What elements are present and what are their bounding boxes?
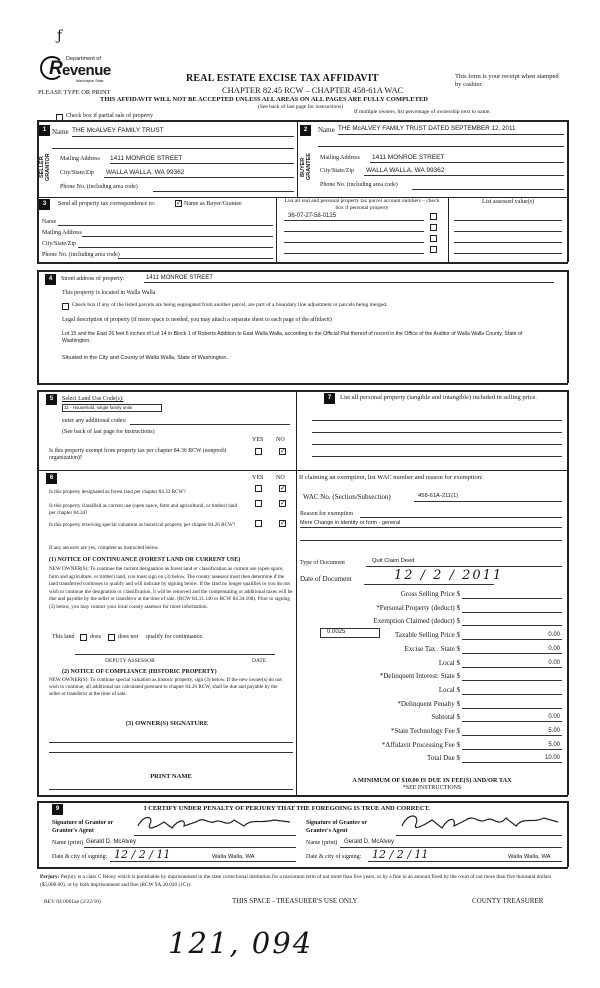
s5-no-header: NO	[276, 437, 285, 443]
tax-row-value[interactable]: 0.00	[548, 659, 560, 666]
grantee-signature-label: Signature of Grantee or Grantee's Agent	[306, 820, 367, 834]
grantor-name-value[interactable]: Gerald D. McAlvey	[86, 839, 137, 845]
tax-row-line	[462, 762, 562, 763]
tax-row-line	[462, 680, 562, 681]
tax-row-value[interactable]: 0.00	[548, 632, 560, 639]
historic-no-checkbox[interactable]: ✓	[280, 519, 286, 527]
assessor-date-label: DATE	[252, 658, 267, 664]
deputy-assessor-label: DEPUTY ASSESSOR	[105, 658, 155, 664]
see-instructions-note: *SEE INSTRUCTIONS	[402, 785, 462, 791]
section-1-number: 1	[39, 125, 50, 136]
assessed-header: List assessed value(s)	[482, 199, 534, 205]
perjury-text: Perjury is a class C felony which is punishable by imprisonment in the state correctional institution for a maximum term of not more than five years, or by a fine in an amount fixed by the court of not more than five thousand dollars ($5,000.00), or by both imprisonment and fine (RCW 9A.20.020 (1C)).	[40, 874, 552, 888]
tax-row-label: *State Technology Fee $	[390, 727, 460, 735]
buyer-mailing-value[interactable]: 1411 MONROE STREET	[372, 154, 445, 161]
land-use-label: Select Land Use Code(s):	[62, 396, 124, 402]
segregated-checkbox[interactable]	[62, 303, 69, 310]
section-7-number: 7	[324, 393, 335, 404]
section-9-number: 9	[52, 804, 63, 815]
buyer-phone-label: Phone No. (including area code)	[320, 182, 398, 188]
tax-row-value[interactable]: 0.00	[548, 714, 560, 721]
grantee-date-label: Date & city of signing:	[306, 854, 362, 860]
exemption-question: If claiming an exemption, list WAC number and reason for exemption:	[299, 474, 483, 481]
seller-city-value[interactable]: WALLA WALLA, WA 99362	[106, 169, 185, 176]
tax-row-value[interactable]: 10.00	[544, 755, 560, 762]
seller-name-value[interactable]: THE McALVEY FAMILY TRUST	[72, 127, 164, 134]
buyer-name-label: Name	[318, 126, 335, 134]
revision-code: REV 84 0001ae (2/22/10)	[44, 899, 101, 905]
logo-word: evenue	[62, 62, 111, 79]
logo-sub: Washington State	[76, 79, 104, 83]
qualify-label: qualify for continuance.	[146, 634, 204, 640]
grantee-name-label: Name (print)	[306, 840, 338, 846]
property-located-text: This property is located in Walla Walla	[62, 290, 156, 296]
logo-dept-text: Department of	[66, 56, 101, 62]
perjury-statement	[40, 874, 566, 889]
seller-city-label: City/State/Zip	[60, 170, 94, 176]
tax-row-line	[462, 639, 562, 640]
tax-row-value[interactable]: 5.00	[548, 741, 560, 748]
correspondence-mailing-label: Mailing Address	[42, 230, 82, 236]
please-type-text: PLEASE TYPE OR PRINT	[38, 89, 111, 96]
historic-question: Is this property receiving special valuation as historical property per chapter 84.26 RCW?	[49, 522, 236, 528]
forest-no-checkbox[interactable]: ✓	[280, 484, 286, 492]
name-as-buyer-label: Name as Buyer/Grantee	[184, 201, 242, 207]
tax-row-line	[462, 653, 562, 654]
dor-logo	[40, 56, 125, 90]
tax-row-line	[462, 694, 562, 695]
tax-row-line	[462, 667, 562, 668]
correspondence-phone-label: Phone No. (including area code)	[42, 252, 120, 258]
this-land-label: This land	[52, 634, 75, 640]
doc-date-value[interactable]: 12 / 2 / 2011	[394, 568, 504, 583]
parcel-number-1[interactable]: 36-07-27-58-0125	[288, 213, 337, 219]
parcel-3-personal-checkbox[interactable]	[430, 235, 437, 242]
minimum-due-note: A MINIMUM OF $10.00 IS DUE IN FEE(S) AND/OR TAX	[352, 777, 512, 784]
tax-row-label: Exemption Claimed (deduct) $	[373, 617, 460, 626]
grantee-name-value[interactable]: Gerald D. McAlvey	[344, 839, 395, 845]
receipt-note: This form is your receipt when stamped by cashier.	[455, 73, 559, 88]
continuance-title: (1) NOTICE OF CONTINUANCE (FOREST LAND OR CURRENT USE)	[49, 557, 241, 563]
corner-mark: ƒ	[57, 28, 63, 44]
tax-row-value[interactable]: 5.00	[548, 728, 560, 734]
section-6-number: 6	[46, 473, 57, 484]
tax-row-label: Excise Tax : State $	[404, 644, 460, 653]
wac-value[interactable]: 458-61A-211(1)	[418, 493, 459, 499]
historic-yes-checkbox[interactable]	[255, 520, 262, 527]
legal-description-label: Legal description of property (if more space is needed, you may attach a separate sheet to each page of the affidavit)	[62, 317, 332, 323]
doc-date-label: Date of Document	[300, 575, 352, 583]
tax-row-label: Taxable Selling Price $	[394, 631, 460, 640]
grantor-date-label: Date & city of signing:	[52, 854, 108, 860]
grantor-city-value[interactable]: Walla Walla, WA	[212, 854, 255, 860]
land-does-not-label: does not	[118, 634, 139, 640]
tax-row-line	[462, 598, 562, 599]
reason-value[interactable]: Mere Change in identity or form - general	[300, 520, 401, 526]
buyer-name-value[interactable]: THE McALVEY FAMILY TRUST DATED SEPTEMBER 12, 2011	[338, 125, 516, 132]
certify-statement: I CERTIFY UNDER PENALTY OF PERJURY THAT THE FOREGOING IS TRUE AND CORRECT.	[144, 805, 431, 812]
county-treasurer-label: COUNTY TREASURER	[472, 897, 544, 905]
seller-mailing-label: Mailing Address	[60, 156, 100, 162]
form-title: REAL ESTATE EXCISE TAX AFFIDAVIT	[186, 73, 379, 84]
street-address-label: Street address of property:	[61, 276, 125, 282]
form-chapter: CHAPTER 82.45 RCW – CHAPTER 458-61A WAC	[222, 85, 404, 95]
historic-body: NEW OWNER(S): To continue special valuation as historic property, sign (3) below. If the new owner(s) do not wish to continue, all additional tax calculated pursuant to chapter 84.26 RCW, shall be due and payable by the seller or transferor at the time of sale.	[49, 677, 282, 697]
logo-r-letter: R	[49, 58, 63, 79]
land-use-see-back: (See back of last page for instructions)	[62, 429, 155, 435]
forest-land-question: Is this property designated as forest land per chapter 84.33 RCW?	[49, 489, 186, 495]
grantor-date-value[interactable]: 12 / 2 / 11	[114, 848, 171, 861]
grantor-signature-label: Signature of Grantor or Grantor's Agent	[52, 820, 114, 834]
tax-row-label: *Delinquent Penalty $	[397, 699, 460, 708]
parcel-header: List all real and personal property tax parcel account numbers – check box if personal property	[284, 198, 440, 211]
partial-sale-label: Check box if partial sale of property	[66, 113, 153, 119]
tax-row-line	[462, 625, 562, 626]
nonprofit-yes-checkbox[interactable]	[255, 448, 262, 455]
grantor-name-label: Name (print)	[52, 840, 84, 846]
warning-text: THIS AFFIDAVIT WILL NOT BE ACCEPTED UNLESS ALL AREAS ON ALL PAGES ARE FULLY COMPLETED	[100, 96, 428, 103]
land-does-label: does	[90, 634, 101, 640]
s6-yes-header: YES	[252, 475, 264, 481]
tax-row-line	[462, 735, 562, 736]
historic-title: (2) NOTICE OF COMPLIANCE (HISTORIC PROPERTY)	[62, 669, 217, 675]
tax-row-label: *Delinquent Interest: State $	[379, 672, 460, 681]
parcel-2-personal-checkbox[interactable]	[430, 224, 437, 231]
doc-type-value[interactable]: Quit Claim Deed	[372, 558, 415, 564]
grantee-date-value[interactable]: 12 / 2 / 11	[372, 848, 429, 861]
name-as-buyer-checkbox[interactable]: ✓	[176, 199, 182, 207]
land-does-checkbox[interactable]	[80, 634, 87, 641]
tax-row-label: Subtotal $	[431, 713, 460, 722]
parcel-1-personal-checkbox[interactable]	[430, 213, 437, 220]
buyer-city-value[interactable]: WALLA WALLA, WA 99362	[366, 167, 445, 174]
tax-row-value[interactable]: 0.00	[548, 645, 560, 652]
forest-yes-checkbox[interactable]	[255, 485, 262, 492]
tax-row-line	[462, 612, 562, 613]
section-4-number: 4	[45, 274, 56, 285]
correspondence-name-label: Name	[42, 219, 57, 225]
current-use-question: Is this property classified as current use (open space, farm and agricultural, or timber) land per chapter 84.34?	[49, 503, 238, 516]
land-use-select[interactable]: 11 - Household, single family units	[62, 404, 162, 412]
tax-row-label: *Affidavit Processing Fee $	[381, 740, 460, 749]
reason-label: Reason for exemption	[300, 511, 353, 517]
section-3-number: 3	[39, 199, 50, 210]
parcel-4-personal-checkbox[interactable]	[430, 246, 437, 253]
tax-row-label: Gross Selling Price $	[400, 590, 460, 598]
buyer-city-label: City/State/Zip	[320, 168, 354, 174]
section-2-number: 2	[300, 125, 311, 136]
print-name-label: PRINT NAME	[150, 773, 192, 780]
tax-row-label: Local $	[438, 658, 460, 667]
multiple-owners-note: If multiple owners, list percentage of ownership next to name.	[354, 109, 491, 115]
see-back-note: (See back of last page for instructions)	[258, 104, 343, 110]
section-5-number: 5	[46, 394, 57, 405]
grantee-city-value[interactable]: Walla Walla, WA	[508, 854, 551, 860]
current-use-yes-checkbox[interactable]	[255, 500, 262, 507]
perjury-label: Perjury:	[40, 874, 60, 880]
wac-label: WAC No. (Section/Subsection)	[303, 493, 391, 501]
continuance-body: NEW OWNER(S): To continue the current designation as forest land or classification as current use (open space, farm and agriculture, or timber) land, you must sign on (3) below. The county assessor must then determine if the land transferred continues to qualify and will indicate by signing below. If the land no longer qualifies or you do not wish to continue the designation or classification, it will be removed and the compensating or additional taxes will be due and payable by the seller or transferor at the time of sale. (RCW 84.33.140 or RCW 84.34.108). Prior to signing (3) below, you may contact your local county assessor for more information.	[49, 566, 293, 610]
legal-description-value[interactable]: Lot 15 and the East 26 feet 6 inches of Lot 14 in Block 1 of Roberts Addition to East Walla Walla, according to the Official Plat thereof of record in the Office of the Auditor of Walla Walla County, State of Washington.	[62, 331, 523, 344]
owner-signature-label: (3) OWNER(S) SIGNATURE	[125, 720, 209, 727]
tax-row-line	[462, 721, 562, 722]
seller-mailing-value[interactable]: 1411 MONROE STREET	[110, 155, 183, 162]
instructed-text: If any answers are yes, complete as instructed below.	[49, 545, 160, 551]
s5-yes-header: YES	[252, 437, 264, 443]
street-address-value[interactable]: 1411 MONROE STREET	[146, 275, 213, 281]
personal-property-label: List all personal property (tangible and intangible) included in selling price.	[340, 394, 537, 401]
s6-no-header: NO	[276, 475, 285, 481]
nonprofit-exempt-question: Is this property exempt from property tax per chapter 84.36 RCW (nonprofit organization)?	[49, 448, 227, 461]
tax-row-label: Local $	[438, 685, 460, 694]
segregated-label: Check box if any of the listed parcels are being segregated from another parcel, are part of a boundary line adjustment or parcels being merged.	[72, 302, 388, 308]
seller-phone-label: Phone No. (including area code)	[60, 184, 138, 190]
correspondence-city-label: City/State/Zip	[42, 241, 76, 247]
tax-row-line	[462, 708, 562, 709]
buyer-mailing-label: Mailing Address	[320, 155, 360, 161]
tax-row-label: Total Due $	[427, 754, 460, 763]
nonprofit-no-checkbox[interactable]: ✓	[280, 447, 286, 455]
grantor-signature[interactable]	[134, 812, 294, 834]
current-use-no-checkbox[interactable]: ✓	[280, 499, 286, 507]
local-rate-value[interactable]: 0.0025	[327, 629, 346, 635]
situated-text: Situated in the City and County of Walla Walla, State of Washington.	[62, 355, 229, 361]
land-does-not-checkbox[interactable]	[108, 634, 115, 641]
seller-side-label: SELLER GRANTOR	[39, 153, 51, 181]
treasurer-use-label: THIS SPACE - TREASURER'S USE ONLY	[232, 897, 358, 905]
send-correspondence-label: Send all property tax correspondence to:	[58, 201, 156, 207]
seller-name-label: Name	[52, 128, 69, 136]
doc-type-label: Type of Document	[300, 560, 345, 566]
tax-row-label: *Personal Property (deduct) $	[376, 603, 460, 612]
tax-row-line	[462, 749, 562, 750]
handwritten-number: 121, 094	[168, 926, 314, 960]
additional-codes-label: enter any additional codes:	[62, 418, 127, 424]
grantee-signature[interactable]	[398, 810, 562, 834]
buyer-side-label: BUYER GRANTEE	[300, 153, 312, 181]
